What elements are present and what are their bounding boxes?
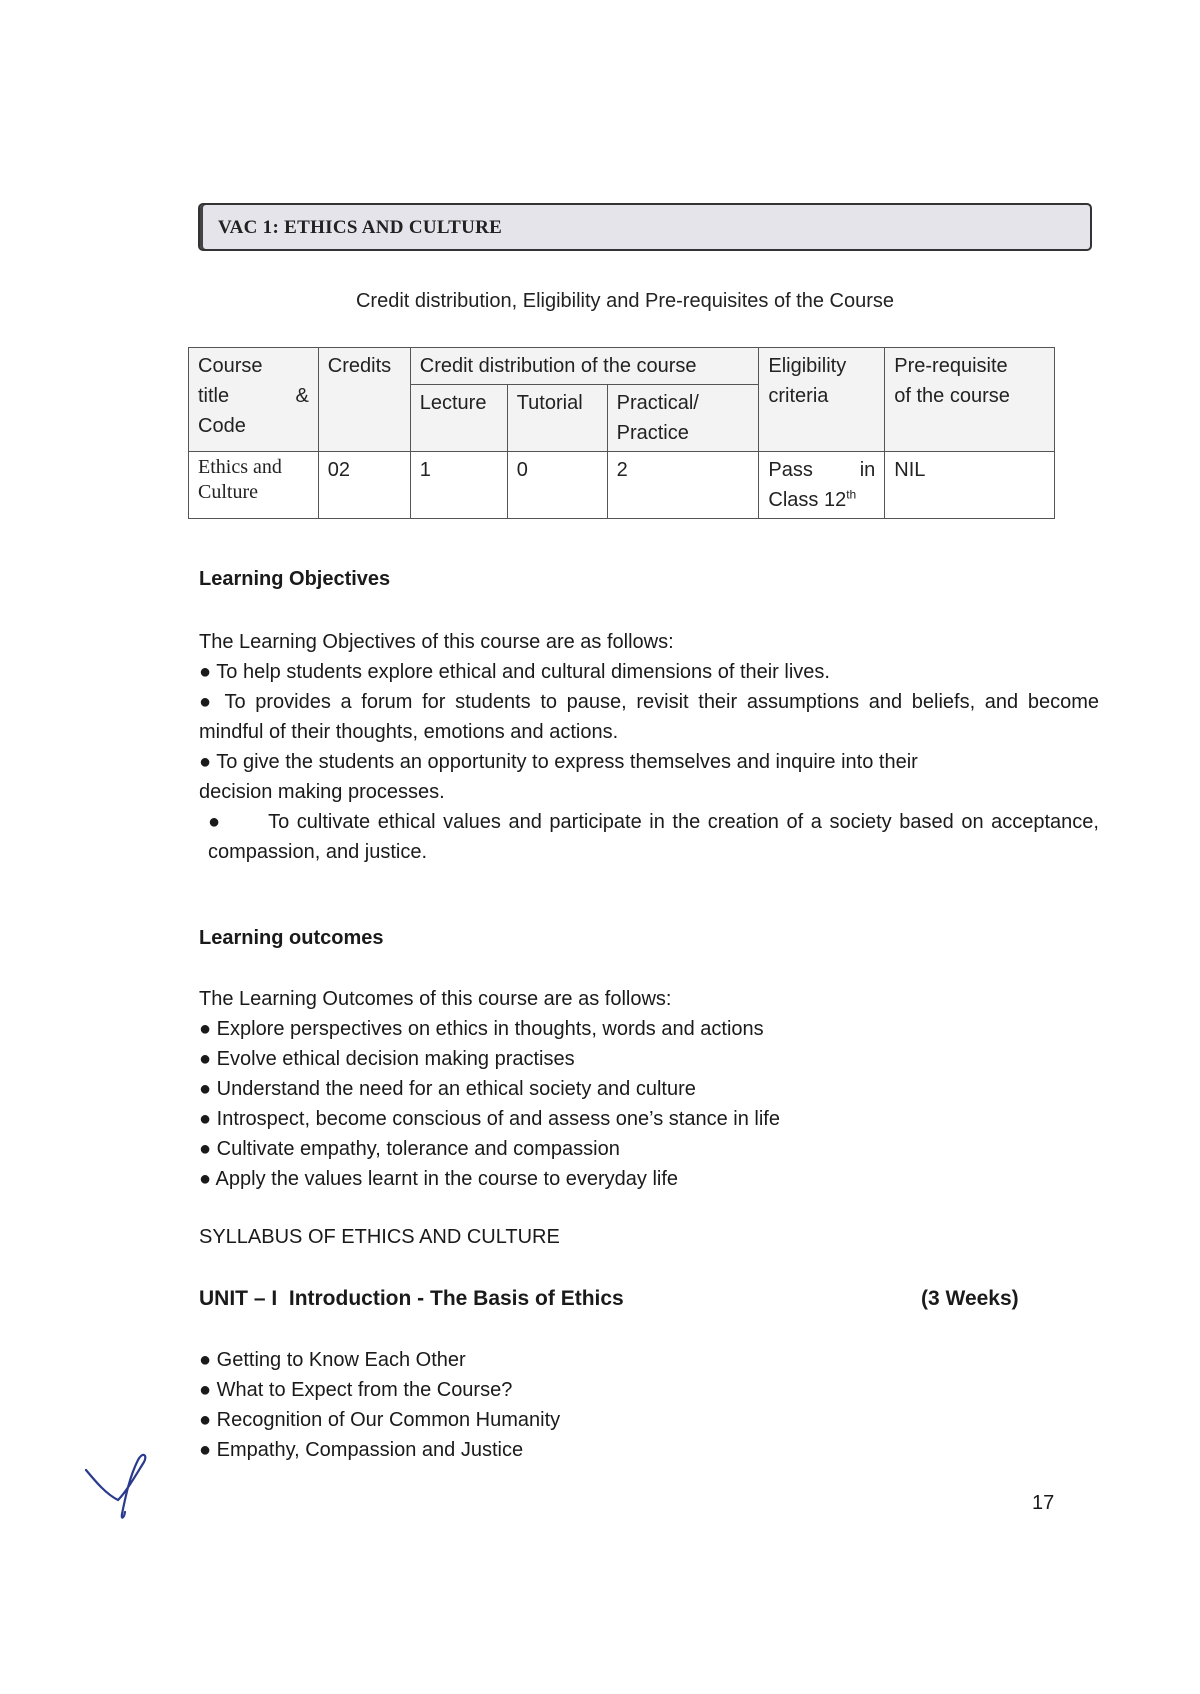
list-item: ● Understand the need for an ethical society and culture xyxy=(199,1078,696,1100)
cell-practical: 2 xyxy=(607,452,759,519)
cell-lecture: 1 xyxy=(410,452,507,519)
outcomes-intro: The Learning Outcomes of this course are as follows: xyxy=(199,988,672,1010)
objectives-intro: The Learning Objectives of this course are as follows: xyxy=(199,631,674,653)
bullet-icon: ● xyxy=(199,1439,212,1461)
bullet-icon: ● xyxy=(199,691,216,713)
list-item: ● To cultivate ethical values and participate in the creation of a society based on acceptance, compassion, and justice. xyxy=(208,811,1099,863)
bullet-icon: ● xyxy=(208,811,223,833)
list-item: ● Empathy, Compassion and Justice xyxy=(199,1439,524,1461)
page-number: 17 xyxy=(1032,1492,1055,1514)
list-item: ● To provides a forum for students to pause, revisit their assumptions and beliefs, and become mindful of their thoughts, emotions and actions. xyxy=(199,691,1099,743)
course-title: VAC 1: ETHICS AND CULTURE xyxy=(218,217,503,238)
cell-tutorial: 0 xyxy=(507,452,607,519)
learning-outcomes-list xyxy=(199,984,1099,1194)
bullet-icon: ● xyxy=(199,661,212,683)
learning-objectives-heading: Learning Objectives xyxy=(199,568,391,590)
table-header-row-1 xyxy=(189,348,1055,385)
learning-outcomes-heading: Learning outcomes xyxy=(199,927,384,949)
list-item: ● Recognition of Our Common Humanity xyxy=(199,1409,561,1431)
list-item: ● What to Expect from the Course? xyxy=(199,1379,513,1401)
header-lecture: Lecture xyxy=(410,385,507,452)
header-prerequisite: Pre-requisite of the course xyxy=(885,348,1055,452)
unit-name: Introduction - The Basis of Ethics xyxy=(288,1287,624,1310)
bullet-icon: ● xyxy=(199,751,212,773)
header-eligibility: Eligibility criteria xyxy=(759,348,885,452)
course-header-box xyxy=(198,203,1092,251)
bullet-icon: ● xyxy=(199,1168,212,1190)
bullet-icon: ● xyxy=(199,1078,212,1100)
unit-duration: (3 Weeks) xyxy=(921,1287,1019,1310)
list-item: ● Apply the values learnt in the course to everyday life xyxy=(199,1168,679,1190)
bullet-icon: ● xyxy=(199,1409,212,1431)
list-item: ● Cultivate empathy, tolerance and compassion xyxy=(199,1138,620,1160)
unit-topics-list xyxy=(199,1345,1099,1465)
header-credit-distribution: Credit distribution of the course xyxy=(410,348,759,385)
header-course-title-code: Course title & Code xyxy=(189,348,319,452)
bullet-icon: ● xyxy=(199,1379,212,1401)
list-item: ● To help students explore ethical and cultural dimensions of their lives. xyxy=(199,661,830,683)
bullet-icon: ● xyxy=(199,1108,212,1130)
list-item-continuation: decision making processes. xyxy=(199,781,445,803)
list-item: ● Getting to Know Each Other xyxy=(199,1349,466,1371)
bullet-icon: ● xyxy=(199,1349,212,1371)
cell-prerequisite: NIL xyxy=(885,452,1055,519)
credit-distribution-table xyxy=(188,347,1055,519)
cell-eligibility: Pass in Class 12th xyxy=(759,452,885,519)
bullet-icon: ● xyxy=(199,1048,212,1070)
list-item: ● Explore perspectives on ethics in thoughts, words and actions xyxy=(199,1018,764,1040)
cell-course-name: Ethics and Culture xyxy=(189,452,319,519)
list-item: ● Introspect, become conscious of and assess one’s stance in life xyxy=(199,1108,780,1130)
list-item: ● Evolve ethical decision making practises xyxy=(199,1048,575,1070)
list-item: ● To give the students an opportunity to express themselves and inquire into their xyxy=(199,751,918,773)
cell-credits: 02 xyxy=(318,452,410,519)
table-row xyxy=(189,452,1055,519)
table-caption: Credit distribution, Eligibility and Pre-requisites of the Course xyxy=(355,290,895,312)
unit-title xyxy=(199,1287,624,1311)
unit-label: UNIT – I xyxy=(199,1287,278,1310)
header-credits: Credits xyxy=(318,348,410,452)
header-tutorial: Tutorial xyxy=(507,385,607,452)
bullet-icon: ● xyxy=(199,1138,212,1160)
header-practical: Practical/ Practice xyxy=(607,385,759,452)
signature-mark xyxy=(82,1448,162,1528)
bullet-icon: ● xyxy=(199,1018,212,1040)
syllabus-heading: SYLLABUS OF ETHICS AND CULTURE xyxy=(199,1226,560,1248)
learning-objectives-list xyxy=(199,627,1099,867)
